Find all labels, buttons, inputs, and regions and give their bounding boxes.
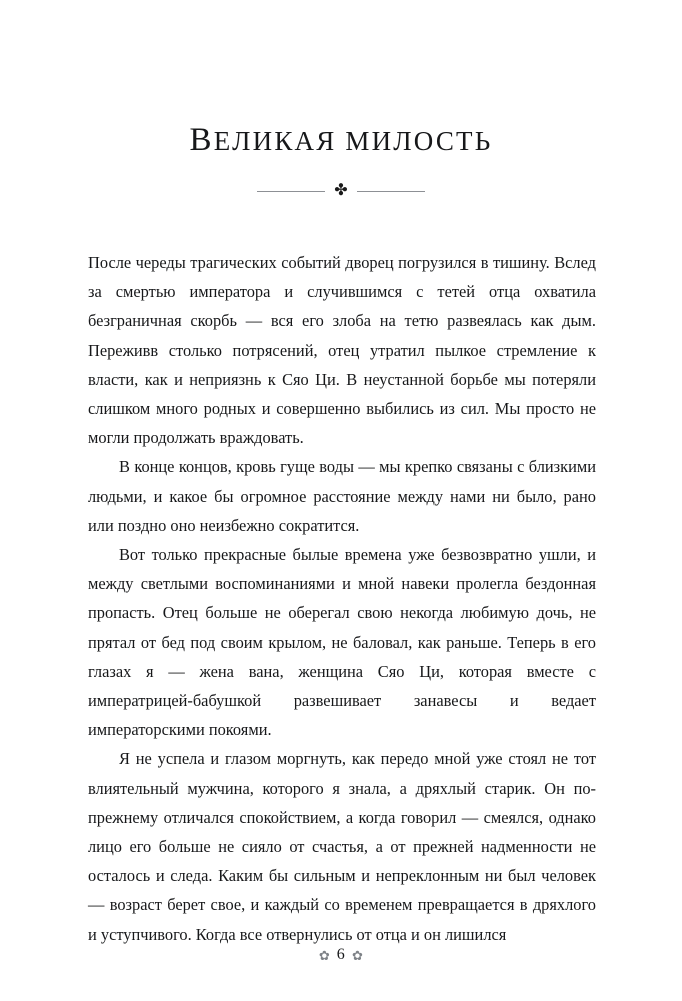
ornament-knot-icon: ✤ (334, 182, 348, 199)
paragraph: Вот только прекрасные былые времена уже безвозвратно ушли, и между светлыми воспоминаниями и мной навеки пролегла бездонная пропасть. Отец больше не оберегал свою некогда любимую дочь, не прятал от бед под своим крылом, не баловал, как раньше. Теперь в его глазах я — жена вана, женщина Сяо Ци, которая вместе с императрицей-бабушкой развешивает занавесы и ведает императорскими покоями. (88, 545, 596, 740)
ornament-divider (0, 183, 682, 199)
body-text (88, 248, 596, 949)
paragraph: В конце концов, кровь гуще воды — мы крепко связаны с близкими людьми, и какое бы огромное расстояние между нами ни было, рано или поздно оно неизбежно сократится. (88, 457, 596, 535)
ornament-rule-right (357, 191, 425, 192)
page-number: 6 (336, 946, 346, 963)
footer-ornament-left-icon: ✿ (318, 947, 330, 963)
title-rest: ЕЛИКАЯ МИЛОСТЬ (213, 126, 493, 156)
ornament-rule-left (257, 191, 325, 192)
paragraph: После череды трагических событий дворец погрузился в тишину. Вслед за смертью императора и случившимся с тетей отца охватила безграничная скорбь — вся его злоба на тетю развеялась как дым. Переживв столько потрясений, отец утратил пылкое стремление к власти, как и неприязнь к Сяо Ци. В неустанной борьбе мы потеряли слишком много родных и совершенно выбились из сил. Мы просто не могли продолжать враждовать. (88, 253, 596, 448)
page-title (0, 0, 682, 159)
footer-ornament-right-icon: ✿ (352, 947, 364, 963)
page-footer (0, 946, 682, 964)
title-first-letter: В (189, 122, 214, 158)
paragraph: Я не успела и глазом моргнуть, как передо мной уже стоял не тот влиятельный мужчина, которого я знала, а дряхлый старик. Он по-прежнему отличался спокойствием, а когда говорил — смеялся, однако лицо его больше не сияло от счастья, а от прежней надменности не осталось и следа. Каким бы сильным и непреклонным ни был человек — возраст берет свое, и каждый со временем превращается в дряхлого и уступчивого. Когда все отвернулись от отца и он лишился (88, 749, 596, 944)
